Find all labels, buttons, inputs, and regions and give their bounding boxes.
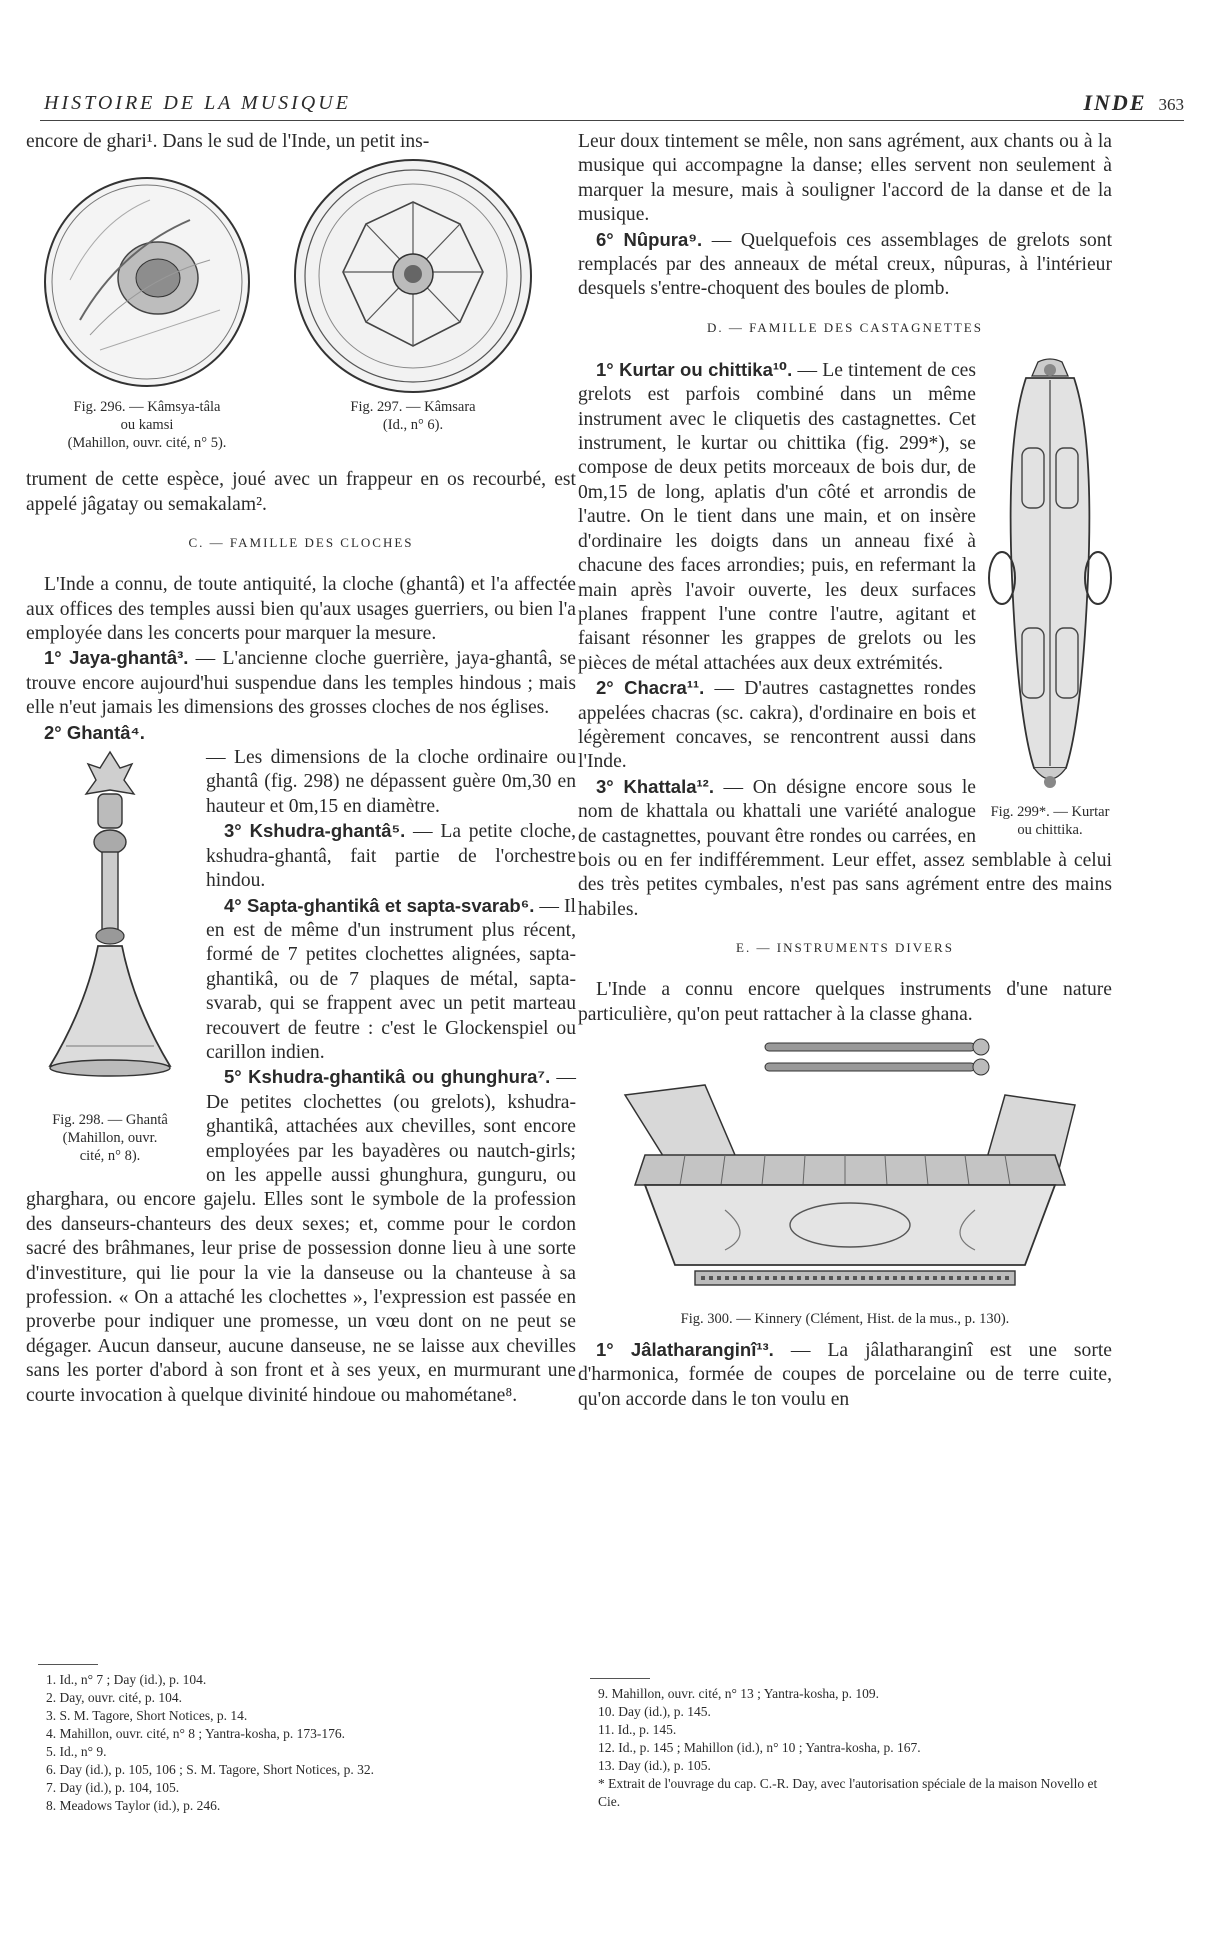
footnote: 11. Id., p. 145.: [598, 1722, 677, 1737]
paragraph-ghanta: — Les dimensions de la cloche ordinaire ou ghantâ (fig. 298) ne dépassent guère 0m,30 en hauteur et 0m,15 en diamètre.: [206, 747, 576, 817]
figure-300: [578, 1035, 1112, 1328]
section-name: INDE: [1083, 90, 1147, 115]
ghanta-bell-illustration: [26, 746, 194, 1106]
figure-298: [26, 746, 194, 1165]
figure-300-caption: Fig. 300. — Kinnery (Clément, Hist. de la mus., p. 130).: [680, 1311, 1010, 1327]
section-heading-d: D. — FAMILLE DES CASTAGNETTES: [707, 319, 983, 335]
kurtar-illustration: [988, 358, 1112, 798]
page-number: 363: [1158, 95, 1184, 114]
paragraph: L'Inde a connu, de toute antiquité, la cloche (ghantâ) et l'a affectée aux offices des temples aussi bien qu'aux usages guerriers, ou bien l'a employée dans les concerts pour marquer la mesure.: [26, 574, 576, 645]
running-header: [40, 90, 1184, 121]
figure-296: [40, 160, 254, 397]
footnote: 5. Id., n° 9.: [46, 1744, 107, 1759]
paragraph: trument de cette espèce, joué avec un frappeur en os recourbé, est appelé jâgatay ou semakalam².: [26, 469, 576, 515]
paragraph-khattala: 3° Khattala¹². — On désigne encore sous le nom de khattala ou khattali une variété analogue de castagnettes, pouvant être rondes ou carrées, en bois ou en fer indifféremment. Leur effet, assez semblable à celui des très petites cymbales, n'est pas sans agrément entre des mains habiles.: [578, 775, 1112, 920]
footnote: 3. S. M. Tagore, Short Notices, p. 14.: [46, 1708, 248, 1723]
footnote: 1. Id., n° 7 ; Day (id.), p. 104.: [46, 1672, 207, 1687]
paragraph-ghanta-intro: 2° Ghantâ⁴.: [44, 721, 145, 743]
running-section: [1083, 90, 1184, 116]
paragraph-nupura: 6° Nûpura⁹. — Quelquefois ces assemblages de grelots sont remplacés par des anneaux de métal creux, nûpuras, à l'intérieur desquels s'entre-choquent des boules de plomb.: [578, 228, 1113, 300]
footnote-rule: [38, 1664, 98, 1665]
footnote: * Extrait de l'ouvrage du cap. C.-R. Day, avec l'autorisation spéciale de la maison Novello et Cie.: [598, 1776, 1098, 1809]
footnote: 7. Day (id.), p. 104, 105.: [46, 1780, 180, 1795]
section-heading-e: E. — INSTRUMENTS DIVERS: [736, 940, 954, 956]
running-title: HISTOIRE DE LA MUSIQUE: [44, 92, 351, 114]
kamsara-illustration: [288, 154, 538, 398]
figure-299: [988, 358, 1112, 839]
footnote-list: [578, 1685, 1112, 1811]
figure-297: [288, 154, 538, 403]
footnote: 6. Day (id.), p. 105, 106 ; S. M. Tagore, Short Notices, p. 32.: [46, 1762, 375, 1777]
footnotes-left: [26, 1650, 546, 1815]
kinnery-illustration: [585, 1035, 1105, 1305]
figure-297-caption: Fig. 297. — Kâmsara (Id., n° 6).: [350, 399, 476, 434]
right-column: [578, 130, 1112, 1412]
paragraph-sapta-ghantika: 4° Sapta-ghantikâ et sapta-svarab⁶. — Il en est de même d'un instrument plus récent, formé de 7 petites clochettes alignées, sapta-ghantikâ, ou de 7 plaques de métal, sapta-svarab, qui se frappent avec un petit marteau recouvert de feutre : c'est le Glockenspiel ou carillon indien.: [206, 894, 577, 1063]
figure-row-cymbals: [26, 154, 576, 456]
paragraph-kshudra-ghanta: 3° Kshudra-ghantâ⁵. — La petite cloche, kshudra-ghantâ, fait partie de l'orchestre hindou.: [206, 820, 577, 892]
section-heading-c: C. — FAMILLE DES CLOCHES: [188, 535, 414, 551]
kamsya-tala-illustration: [40, 160, 254, 392]
paragraph: L'Inde a connu encore quelques instruments d'une nature particulière, qu'on peut rattacher à la classe ghana.: [578, 979, 1112, 1025]
left-column: [26, 130, 576, 1408]
paragraph-kshudra-ghantika: 5° Kshudra-ghantikâ ou ghunghura⁷. — De petites clochettes (ou grelots), kshudra-ghantikâ, attachées aux chevilles, sont encore employées par les bayadères ou nautch-girls; on les appelle aussi ghunghura, gunguru, ou gharghara, ou encore gajelu. Elles sont le symbole de la profession des danseurs-chanteurs des deux sexes; et, comme pour le cordon sacré des brâhmanes, leur prise de possession donne lieu à une sorte d'investiture, qui lie pour la vie la danseuse ou la chanteuse à sa profession. « On a attaché les clochettes », l'expression est passée en proverbe pour indiquer une promesse, un vœu dont on ne peut se dégager. Aucun danseur, aucune danseuse, ne se laisse aux chevilles sans les porter d'abord à son front et à ses yeux, en murmurant une courte invocation à quelque divinité hindoue ou mahométane⁸.: [26, 1066, 576, 1406]
footnote: 8. Meadows Taylor (id.), p. 246.: [46, 1798, 221, 1813]
footnote: 12. Id., p. 145 ; Mahillon (id.), n° 10 ; Yantra-kosha, p. 167.: [598, 1740, 921, 1755]
footnote: 9. Mahillon, ouvr. cité, n° 13 ; Yantra-kosha, p. 109.: [598, 1686, 880, 1701]
footnote-list: [26, 1671, 546, 1815]
footnote: 10. Day (id.), p. 145.: [598, 1704, 711, 1719]
paragraph: encore de ghari¹. Dans le sud de l'Inde, un petit ins-: [26, 131, 430, 152]
paragraph-kurtar: 1° Kurtar ou chittika¹⁰. — Le tintement de ces grelots est parfois combiné dans un même instrument avec le cliquetis des castagnettes. Cet instrument, le kurtar ou chittika (fig. 299*), se compose de deux petits morceaux de bois dur, de 0m,15 de long, aplatis d'un côté et arrondis de l'autre. On le tient dans une main, et on insère d'ordinaire les doigts dans un anneau fixé à chacune des faces arrondies; puis, en refermant la main après l'avoir ouverte, les deux surfaces planes frappent l'une contre l'autre, agitant et faisant résonner les grappes de grelots ou les pièces de métal attachées aux deux extrémités.: [578, 358, 976, 674]
footnote: 13. Day (id.), p. 105.: [598, 1758, 711, 1773]
footnote: 4. Mahillon, ouvr. cité, n° 8 ; Yantra-kosha, p. 173-176.: [46, 1726, 345, 1741]
paragraph-jalatharangini: 1° Jâlatharanginî¹³. — La jâlatharanginî est une sorte d'harmonica, formée de coupes de porcelaine ou de terre cuite, qu'on accorde dans le ton voulu en: [578, 1339, 1112, 1410]
paragraph-chacra: 2° Chacra¹¹. — D'autres castagnettes rondes appelées chacras (sc. cakra), d'ordinaire en bois et légèrement concaves, se rencontrent aussi dans l'Inde.: [578, 677, 976, 773]
figure-296-caption: Fig. 296. — Kâmsya-tâla ou kamsi (Mahillon, ouvr. cité, n° 5).: [67, 399, 227, 452]
footnote-rule: [590, 1678, 650, 1679]
footnote: 2. Day, ouvr. cité, p. 104.: [46, 1690, 182, 1705]
figure-298-caption: Fig. 298. — Ghantâ (Mahillon, ouvr. cité, n° 8).: [52, 1112, 168, 1165]
paragraph: Leur doux tintement se mêle, non sans agrément, aux chants ou à la musique qui accompagne la danse; elles servent non seulement à marquer la mesure, mais à souligner l'accord de la danse et de la musique.: [578, 131, 1112, 226]
figure-299-caption: Fig. 299*. — Kurtar ou chittika.: [990, 803, 1110, 838]
paragraph-jaya-ghanta: 1° Jaya-ghantâ³. — L'ancienne cloche guerrière, jaya-ghantâ, se trouve encore aujourd'hui suspendue dans les temples hindous ; mais elle n'eut jamais les dimensions des grosses cloches de nos églises.: [26, 647, 576, 719]
footnotes-right: [578, 1664, 1112, 1811]
